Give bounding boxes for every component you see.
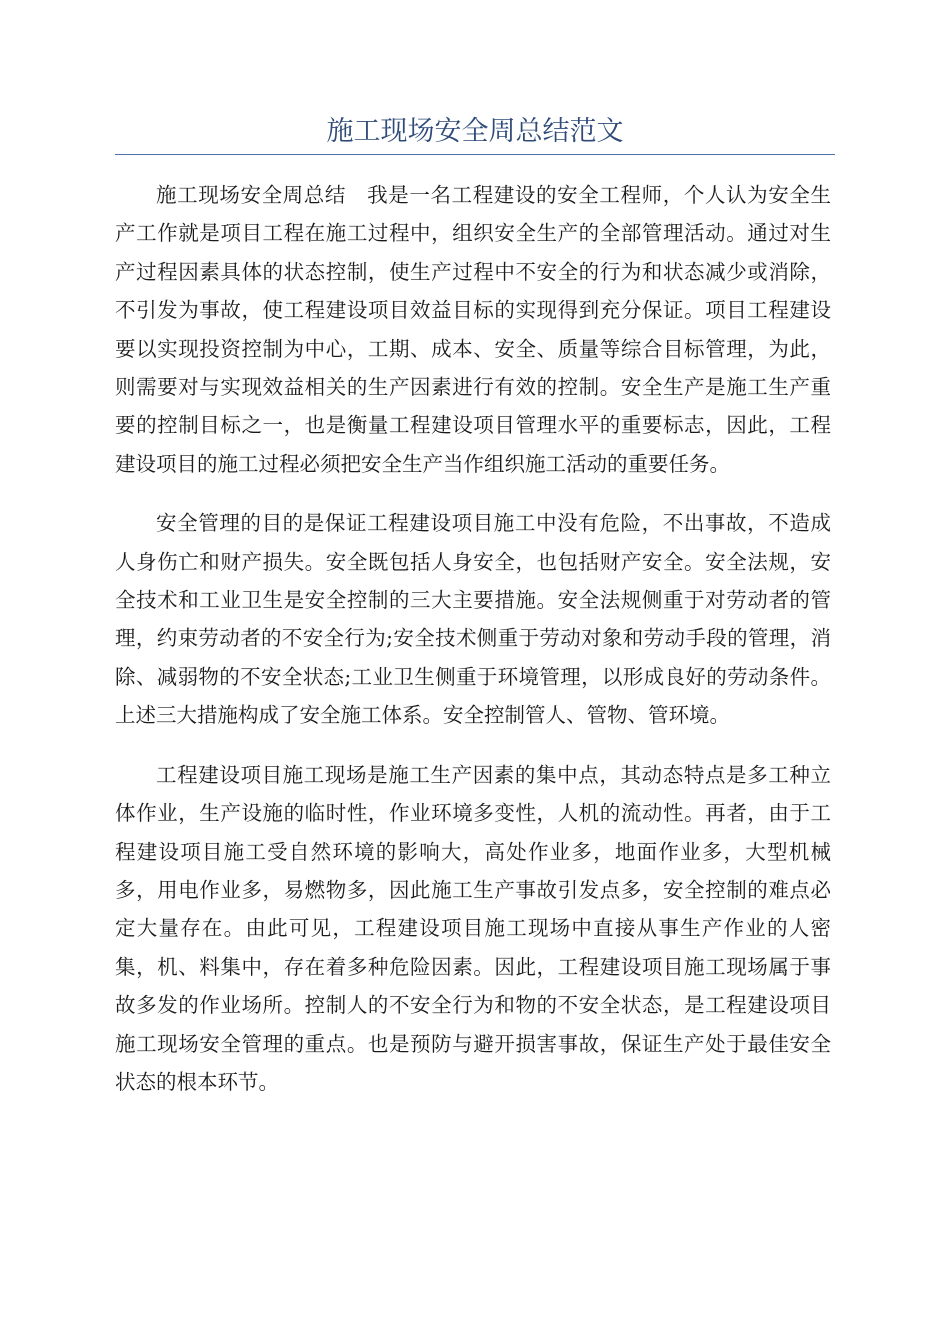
document-title: 施工现场安全周总结范文 [326,116,624,147]
body-paragraph-3: 工程建设项目施工现场是施工生产因素的集中点，其动态特点是多工种立体作业，生产设施的临时性，作业环境多变性，人机的流动性。再者，由于工程建设项目施工受自然环境的影响大，高处作业多，地面作业多，大型机械多，用电作业多，易燃物多，因此施工生产事故引发点多，安全控制的难点必定大量存在。由此可见，工程建设项目施工现场中直接从事生产作业的人密集，机、料集中，存在着多种危险因素。因此，工程建设项目施工现场属于事故多发的作业场所。控制人的不安全行为和物的不安全状态，是工程建设项目施工现场安全管理的重点。也是预防与避开损害事故，保证生产处于最佳安全状态的根本环节。 [115,762,831,1094]
body-paragraph-1: 施工现场安全周总结 我是一名工程建设的安全工程师，个人认为安全生产工作就是项目工程在施工过程中，组织安全生产的全部管理活动。通过对生产过程因素具体的状态控制，使生产过程中不安全的行为和状态减少或消除，不引发为事故，使工程建设项目效益目标的实现得到充分保证。项目工程建设要以实现投资控制为中心，工期、成本、安全、质量等综合目标管理，为此，则需要对与实现效益相关的生产因素进行有效的控制。安全生产是施工生产重要的控制目标之一，也是衡量工程建设项目管理水平的重要标志，因此，工程建设项目的施工过程必须把安全生产当作组织施工活动的重要任务。 [115,183,831,476]
body-paragraph-2: 安全管理的目的是保证工程建设项目施工中没有危险，不出事故，不造成人身伤亡和财产损失。安全既包括人身安全，也包括财产安全。安全法规，安全技术和工业卫生是安全控制的三大主要措施。安全法规侧重于对劳动者的管理，约束劳动者的不安全行为;安全技术侧重于劳动对象和劳动手段的管理，消除、减弱物的不安全状态;工业卫生侧重于环境管理，以形成良好的劳动条件。上述三大措施构成了安全施工体系。安全控制管人、管物、管环境。 [115,511,831,728]
document-body [115,176,831,1122]
title-underline [115,154,835,155]
